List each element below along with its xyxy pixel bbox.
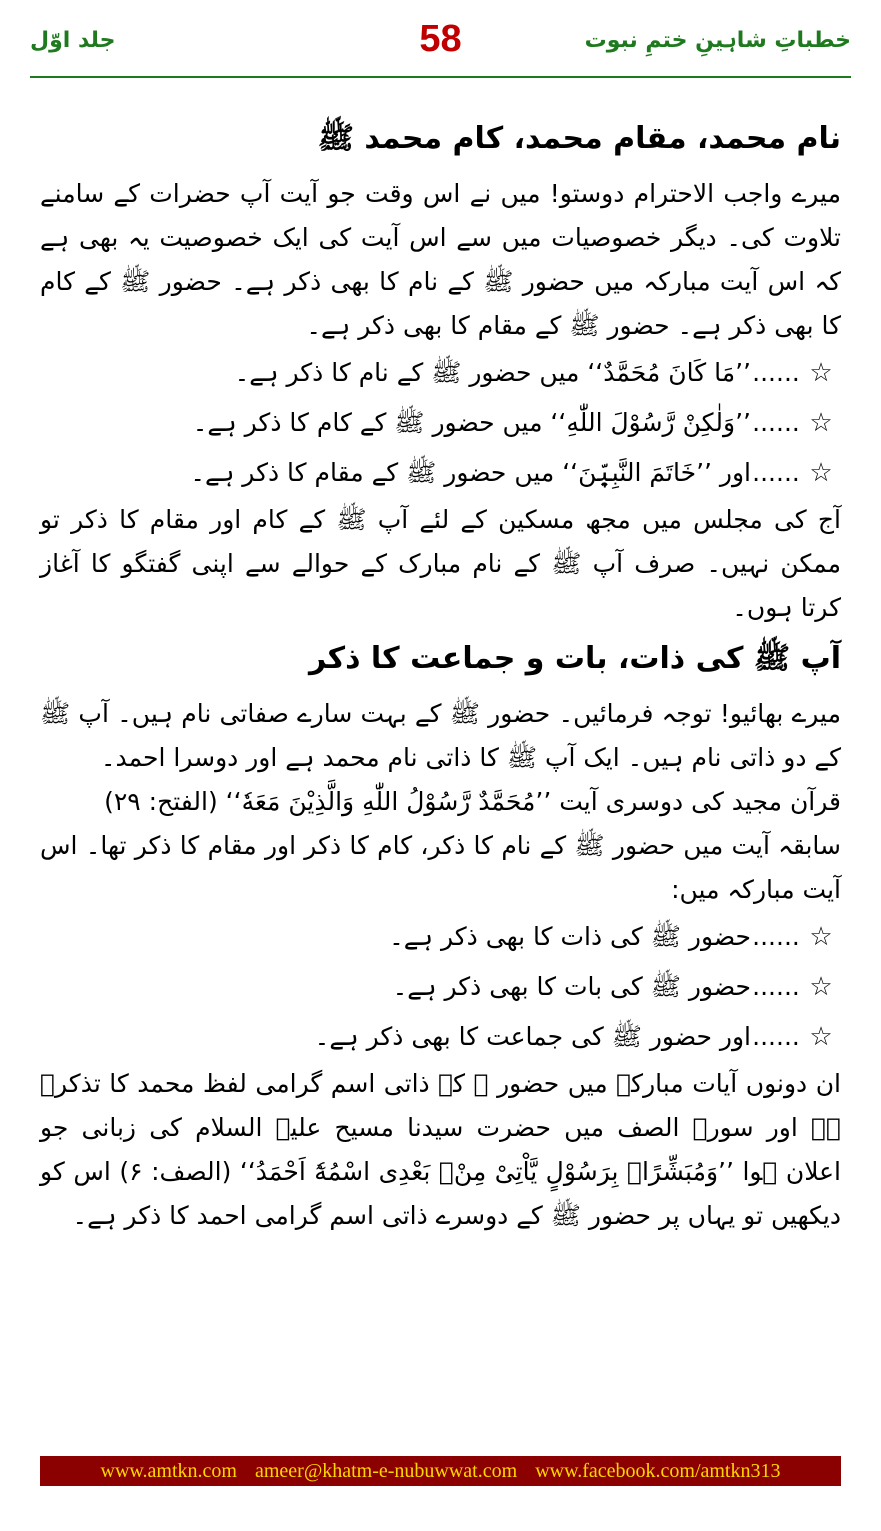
list-item-text: ’’مَا کَانَ مُحَمَّدٌ‘‘ میں حضور ﷺ کے نام کا ذکر ہے۔ (234, 358, 751, 387)
list-item (40, 398, 841, 448)
dots: ...... (752, 972, 800, 1001)
header-divider (30, 76, 851, 78)
star-icon: ☆ (809, 922, 833, 952)
section-heading-1: نام محمد، مقام محمد، کام محمد ﷺ (317, 121, 841, 156)
paragraph: آج کی مجلس میں مجھ مسکین کے لئے آپ ﷺ کے کام اور مقام کا ذکر تو ممکن نہیں۔ صرف آپ ﷺ کے نام مبارک کے حوالے سے اپنی گفتگو کا آغاز کرتا ہوں۔ (40, 505, 841, 622)
paragraph: میرے واجب الاحترام دوستو! میں نے اس وقت جو آیت آپ حضرات کے سامنے تلاوت کی۔ دیگر خصوصیات میں سے اس آیت کی ایک خصوصیت یہ بھی ہے کہ اس آیت مبارکہ میں حضور ﷺ کے نام کا بھی ذکر ہے۔ حضور ﷺ کے کام کا بھی ذکر ہے۔ حضور ﷺ کے مقام کا بھی ذکر ہے۔ (40, 179, 841, 340)
dots: ...... (752, 458, 800, 487)
website-link[interactable]: www.amtkn.com (100, 1459, 237, 1482)
list-item-text: ’’وَلٰکِنْ رَّسُوْلَ اللّٰهِ‘‘ میں حضور ﷺ کے کام کا ذکر ہے۔ (192, 408, 751, 437)
star-icon: ☆ (809, 358, 833, 388)
list-item (40, 1012, 841, 1062)
paragraph: ان دونوں آیات مبارکہ میں حضور ﷺ کے ذاتی اسم گرامی لفظ محمد کا تذکرہ ہے اور سورۃ الصف میں حضرت سیدنا مسیح علیہ السلام کی زبانی جو اعلان ہوا ’’وَمُبَشِّرًاۢ بِرَسُوْلٍ یَّاْتِیْ مِنْۢ بَعْدِی اسْمُهٗٓ اَحْمَدُ‘‘ (الصف: ۶) اس کو دیکھیں تو یہاں پر حضور ﷺ کے دوسرے ذاتی اسم گرامی احمد کا ذکر ہے۔ (40, 1069, 841, 1230)
book-title: خطباتِ شاہینِ ختمِ نبوت (584, 28, 851, 53)
list-item-text: حضور ﷺ کی بات کا بھی ذکر ہے۔ (392, 972, 751, 1001)
list-item-text: اور ’’خَاتَمَ النَّبِیّٖنَ‘‘ میں حضور ﷺ کے مقام کا ذکر ہے۔ (190, 458, 751, 487)
paragraph: میرے بھائیو! توجہ فرمائیں۔ حضور ﷺ کے بہت سارے صفاتی نام ہیں۔ آپ ﷺ کے دو ذاتی نام ہیں۔ ایک آپ ﷺ کا ذاتی نام محمد ہے اور دوسرا احمد۔ (40, 699, 841, 772)
list-item (40, 448, 841, 498)
list-item (40, 348, 841, 398)
section-heading-2: آپ ﷺ کی ذات، بات و جماعت کا ذکر (308, 641, 841, 676)
email-link[interactable]: ameer@khatm-e-nubuwwat.com (254, 1459, 518, 1482)
star-icon: ☆ (809, 408, 833, 438)
page-footer (40, 1456, 841, 1486)
page-number: 58 (419, 18, 462, 60)
page-body (40, 118, 841, 1238)
star-icon: ☆ (809, 1022, 833, 1052)
volume-label: جلد اوّل (30, 28, 116, 53)
list-item-text: حضور ﷺ کی ذات کا بھی ذکر ہے۔ (389, 922, 751, 951)
dots: ...... (752, 1022, 800, 1051)
list-item (40, 962, 841, 1012)
star-icon: ☆ (809, 458, 833, 488)
facebook-link[interactable]: www.facebook.com/amtkn313 (535, 1459, 781, 1482)
star-icon: ☆ (809, 972, 833, 1002)
list-item (40, 912, 841, 962)
paragraph: قرآن مجید کی دوسری آیت ’’مُحَمَّدٌ رَّسُوْلُ اللّٰهِ وَالَّذِیْنَ مَعَهٗ‘‘ (الفتح: ۲۹) (104, 787, 841, 816)
dots: ...... (752, 408, 800, 437)
list-item-text: اور حضور ﷺ کی جماعت کا بھی ذکر ہے۔ (314, 1022, 751, 1051)
paragraph: سابقہ آیت میں حضور ﷺ کے نام کا ذکر، کام کا ذکر اور مقام کا ذکر تھا۔ اس آیت مبارکہ میں: (40, 831, 841, 904)
dots: ...... (752, 358, 800, 387)
dots: ...... (752, 922, 800, 951)
page-header (0, 18, 881, 68)
